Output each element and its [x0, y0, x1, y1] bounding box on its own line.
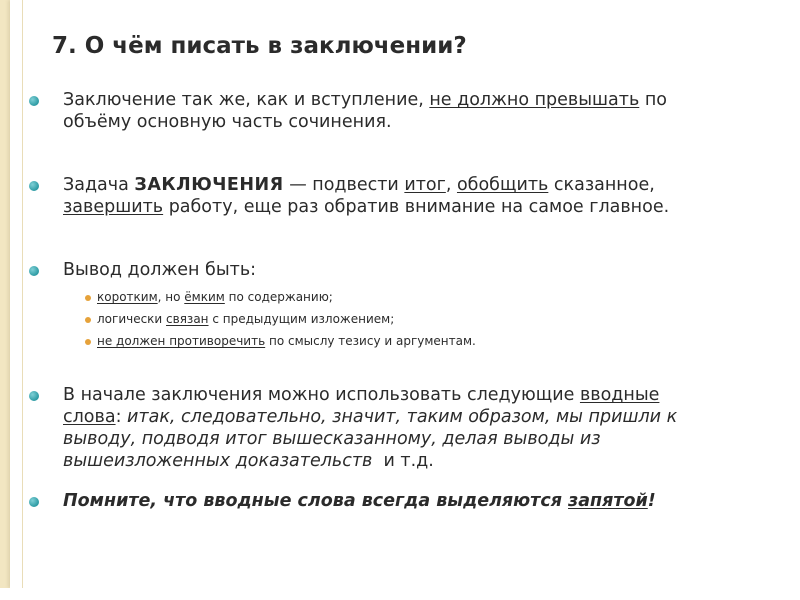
sub-bullet-text	[97, 333, 476, 349]
text-span: — подвести	[283, 175, 405, 195]
bullet-icon	[29, 181, 39, 191]
bullet-icon	[29, 96, 39, 106]
text-span: логически	[97, 312, 167, 326]
text-span: работу, еще раз обратив внимание на самое главное.	[163, 197, 670, 217]
sub-bullet-icon	[85, 339, 91, 345]
underlined-text: ёмким	[184, 290, 225, 304]
sub-bullet-text	[97, 289, 333, 305]
text-line	[63, 174, 669, 196]
page-title: 7. О чём писать в заключении?	[52, 33, 467, 59]
underlined-text: не должно превышать	[429, 90, 640, 110]
underlined-text: связан	[166, 312, 209, 326]
sub-bullet-icon	[85, 295, 91, 301]
text-span: Помните, что вводные слова всегда выделяются	[63, 491, 569, 511]
text-span: Задача	[63, 175, 135, 195]
underlined-text: слова	[63, 407, 116, 427]
text-span: !	[647, 491, 656, 511]
underlined-text: запятой	[568, 491, 648, 511]
text-span: по	[639, 90, 667, 110]
underlined-text: вводные	[579, 385, 660, 405]
text-span: В начале заключения можно использовать следующие	[63, 385, 580, 405]
text-line	[63, 450, 677, 472]
bullet-text	[63, 490, 656, 512]
bullet-text	[63, 384, 677, 472]
text-span: ,	[445, 175, 457, 195]
bullet-text	[63, 174, 669, 218]
text-line	[63, 406, 677, 428]
underlined-text: итог	[404, 175, 446, 195]
emphasis-text: ЗАКЛЮЧЕНИЯ	[134, 175, 284, 195]
bullet-icon	[29, 391, 39, 401]
text-span: по смыслу тезису и аргументам.	[265, 334, 476, 348]
underlined-text: не должен противоречить	[97, 334, 266, 348]
bullet-text	[63, 89, 667, 133]
bullet-icon	[29, 266, 39, 276]
underlined-text: завершить	[63, 197, 164, 217]
bullet-icon	[29, 497, 39, 507]
sub-bullet-icon	[85, 317, 91, 323]
underlined-text: коротким	[97, 290, 158, 304]
text-span: :	[115, 407, 128, 427]
text-line	[63, 384, 677, 406]
italic-text: итак, следовательно, значит, таким образом, мы пришли к	[127, 407, 678, 427]
text-span: по содержанию;	[224, 290, 333, 304]
text-span: и т.д.	[372, 451, 434, 471]
text-span: с предыдущим изложением;	[208, 312, 395, 326]
text-line: объёму основную часть сочинения.	[63, 112, 392, 132]
text-line	[63, 196, 669, 218]
italic-text: выводу, подводя итог вышесказанному, делая выводы из	[63, 429, 601, 449]
sub-bullet-text	[97, 311, 394, 327]
italic-text: вышеизложенных доказательств	[63, 451, 373, 471]
underlined-text: обобщить	[456, 175, 549, 195]
bottom-band	[0, 588, 800, 600]
text-span: сказанное,	[548, 175, 655, 195]
text-span: , но	[157, 290, 185, 304]
text-span: Заключение так же, как и вступление,	[63, 90, 430, 110]
text-line	[63, 89, 667, 111]
bullet-text: Вывод должен быть:	[63, 260, 257, 280]
